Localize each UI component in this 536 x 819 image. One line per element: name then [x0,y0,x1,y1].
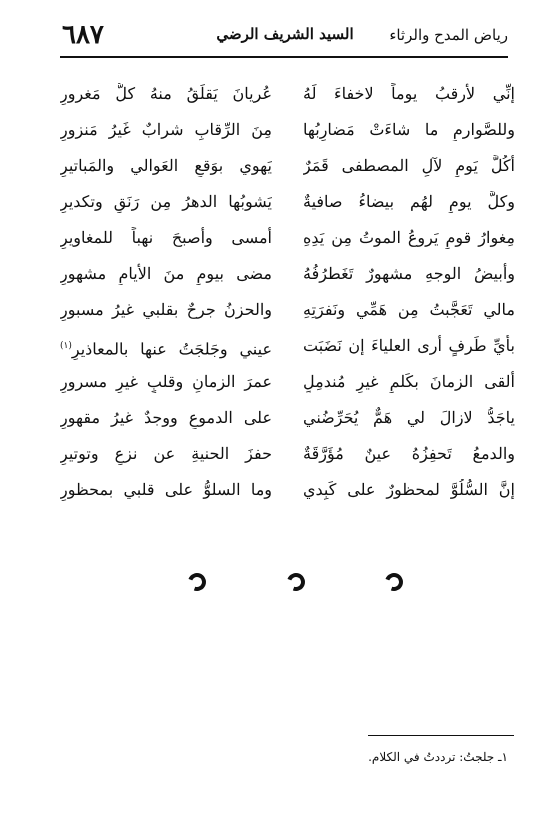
verse-second-text: عيني وجَلجَتُ عنها بالمعاذيرِ [71,339,272,359]
verse-first-hemistich: ياجَدُّ لازالَ لي هَمٌّ يُحَرِّضُني [303,408,515,427]
section-end-ornaments [188,570,403,594]
verse-second-hemistich: عُريانَ يَقلَقُ منهُ كلُّ مَغرورِ [60,84,272,103]
verse-first-hemistich: وكلَّ يومٍ لهُم بيضاءُ صافيةٌ [303,192,515,211]
page-number: ٦٨٧ [62,20,104,50]
verse-second-hemistich: على الدموعِ ووجدٌ غيرُ مقهورِ [60,408,272,427]
author-name: السيد الشريف الرضي [216,25,354,43]
verse [60,83,515,119]
verse [60,119,515,155]
verse-second-hemistich: يَشوبُها الدهرُ مِن رَنَقٍ وتكديرِ [60,192,272,211]
verse [60,191,515,227]
poem [60,83,515,515]
verse-second-hemistich: مِنَ الرِّقابِ شرابٌ غَيرُ مَنزورِ [60,120,272,139]
verse [60,443,515,479]
verse [60,299,515,335]
verse-second-hemistich [60,335,272,360]
header-divider [60,56,508,58]
verse-first-hemistich: وللصَّوارمِ ما شاءَتْ مَضارِبُها [303,120,515,139]
verse-second-hemistich: والحزنُ جرحٌ بقلبي غيرُ مسبورِ [60,300,272,319]
footnote-divider [368,735,514,736]
verse [60,335,515,371]
crescent-ornament-icon [382,570,406,594]
crescent-ornament-icon [284,570,308,594]
verse-second-hemistich: عمرَ الزمانِ وقلبٍ غيرِ مسرورِ [60,372,272,391]
running-header [62,20,508,50]
verse [60,479,515,515]
footnote: ١ـ جلجتُ: ترددتُ في الكلام. [368,750,508,764]
verse [60,155,515,191]
verse-first-hemistich: وأبيضُ الوجهِ مشهورٌ تَغَطرُفُهُ [303,264,515,283]
footnote-marker: (١) [60,341,72,351]
verse-second-hemistich: وما السلوُّ على قلبي بمحظورِ [60,480,272,499]
verse-second-hemistich: مضى بيومٍ منَ الأيامِ مشهورِ [60,264,272,283]
verse-second-hemistich: أمسى وأصبحَ نهباً للمغاويرِ [60,228,272,247]
verse-first-hemistich: بأيِّ طَرفٍ أَرى العلياءَ إن نَضَبَت [303,336,515,355]
verse-first-hemistich: والدمعُ تَحفِزُهُ عينٌ مُؤَرَّقَةٌ [303,444,515,463]
verse [60,227,515,263]
verse-first-hemistich: إنَّ السُّلُوَّ لمحظورٌ على كَبِدي [303,480,515,499]
verse [60,407,515,443]
verse-first-hemistich: مالي تَعَجَّبتُ مِن هَمِّي ونَفرَتِهِ [303,300,515,319]
verse-second-hemistich: حفزَ الحنيةِ عن نزعٍ وتوتيرِ [60,444,272,463]
verse-second-hemistich: يَهوي بوَقعِ العَوالي والمَباتيرِ [60,156,272,175]
verse-first-hemistich: أُلقى الزمانَ بكَلمٍ غيرِ مُندمِلٍ [303,372,515,391]
verse-first-hemistich: أكُلَّ يَومٍ لآلِ المصطفى قَمَرٌ [303,156,515,175]
verse-first-hemistich: إنِّي لأرقبُ يوماً لاخفاءَ لَهُ [303,84,515,103]
book-title: رياض المدح والرثاء [389,26,508,44]
verse [60,371,515,407]
verse [60,263,515,299]
crescent-ornament-icon [185,570,209,594]
verse-first-hemistich: مِغوارُ قومٍ يَروعُ الموتُ مِن يَدِهِ [303,228,515,247]
